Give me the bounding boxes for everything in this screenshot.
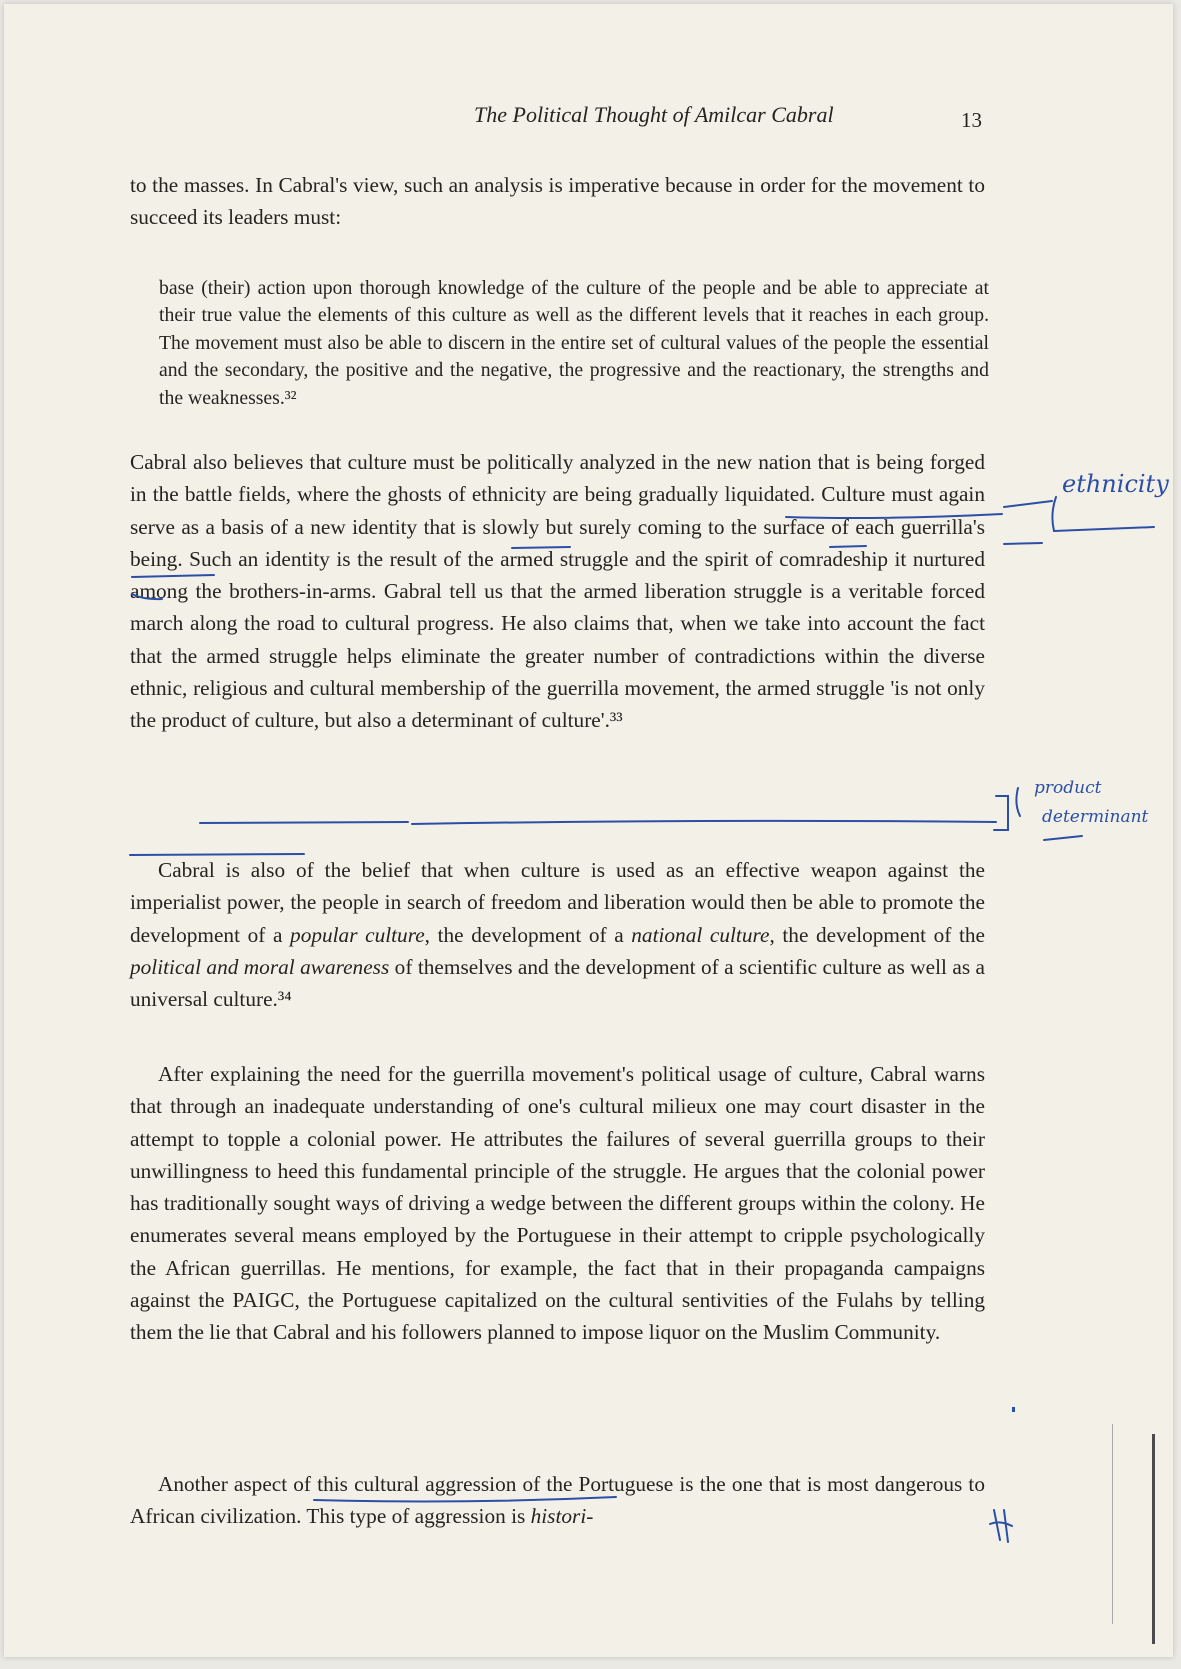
underline-armed-struggle xyxy=(200,822,408,823)
underline-ghosts-of-ethnicity xyxy=(786,514,1002,518)
page-number: 13 xyxy=(961,108,982,132)
scan-artifact xyxy=(1152,1434,1155,1644)
margin-note-determinant: determinant xyxy=(1042,807,1149,827)
block-quote-text: base (their) action upon thorough knowledge of the culture of the people and be able to appreciate at their true value the elements of this culture as well as the different levels that it reaches in each group. The movement must also be able to discern in the entire set of cultural values of the people the essential and the secondary, the positive and the negative, the progressive and the reactionary, the strengths and the weaknesses.³² xyxy=(159,276,989,410)
underline-note-determinant xyxy=(1044,836,1082,840)
bracket-note-product xyxy=(1016,788,1020,816)
paragraph-1-text: to the masses. In Cabral's view, such an analysis is imperative because in order for the movement to succeed its leaders must: xyxy=(130,173,985,230)
margin-note-product: product xyxy=(1034,778,1102,798)
underline-determinant xyxy=(130,854,304,855)
paragraph-5-part: Another aspect of this cultural aggression of the Portuguese is the one that is most dangerous to African civilization. This type of aggression is xyxy=(130,1472,985,1529)
mark-being xyxy=(132,594,162,599)
underline-new xyxy=(1004,543,1042,544)
paragraph-2-text: Cabral also believes that culture must be politically analyzed in the new nation that is being forged in the battle fields, where the ghosts of ethnicity are being gradually liquidated. Culture must again serve as a basis of a new identity that is slowly but surely coming to the surface of each guerrilla's being. Such an identity is the result of the armed struggle and the spirit of comradeship it nurtured among the brothers-in-arms. Gabral tell us that the armed liberation struggle is a veritable forced march along the road to cultural progress. He also claims that, when we take into account the fact that the armed struggle helps eliminate the greater number of contradictions within the diverse ethnic, religious and cultural membership of the guerrilla movement, the armed struggle 'is not only the product of culture, but also a determinant of culture'.³³ xyxy=(130,450,985,733)
underline-cultural-aggression xyxy=(314,1497,616,1501)
underline-culture xyxy=(512,547,570,548)
paragraph-3-part: of themselves and the development of a scientific culture as well as a universal culture.³⁴ xyxy=(130,954,985,1012)
margin-note-ethnicity: ethnicity xyxy=(1062,470,1169,498)
paragraph-3-part: , the development of a xyxy=(424,922,632,947)
emphasis-national-culture: national culture xyxy=(631,922,770,947)
pen-markings xyxy=(4,4,1173,1657)
bracket-determinant xyxy=(994,796,1008,830)
underline-identity xyxy=(132,575,214,577)
paragraph-3-part: Cabral is also of the belief that when culture is used as an effective weapon against the imperialist power, the people in search of freedom and liberation would then be able to promote the development of a xyxy=(130,858,985,947)
emphasis-historically: histori- xyxy=(530,1504,594,1529)
book-page xyxy=(4,4,1173,1657)
bracket-ethnicity xyxy=(1052,497,1154,531)
underline-quote xyxy=(412,821,996,824)
ink-dot xyxy=(1012,1407,1015,1412)
underline-basis xyxy=(830,546,866,547)
running-title: The Political Thought of Amilcar Cabral xyxy=(474,102,834,127)
side-mark-bottom xyxy=(990,1510,1012,1542)
emphasis-popular-culture: popular culture xyxy=(290,922,425,947)
paragraph-4-text: After explaining the need for the guerrilla movement's political usage of culture, Cabral warns that through an inadequate understanding of one's cultural milieux one may court disaster in the attempt to topple a colonial power. He attributes the failures of several guerrilla groups to their unwillingness to heed this fundamental principle of the struggle. He argues that the colonial power has traditionally sought ways of driving a wedge between the different groups within the colony. He enumerates several means employed by the Portuguese in their attempt to cripple psychologically the African guerrillas. He mentions, for example, the fact that in their propaganda campaigns against the PAIGC, the Portuguese capitalized on the cultural sentivities of the Fulahs by telling them the lie that Cabral and his followers planned to impose liquor on the Muslim Community. xyxy=(130,1062,985,1345)
emphasis-political-moral-awareness: political and moral awareness xyxy=(130,954,390,979)
arrow-to-ethnicity-note xyxy=(1004,501,1052,507)
paragraph-3-part: , the development of the xyxy=(769,922,986,947)
scan-artifact xyxy=(1112,1424,1113,1624)
